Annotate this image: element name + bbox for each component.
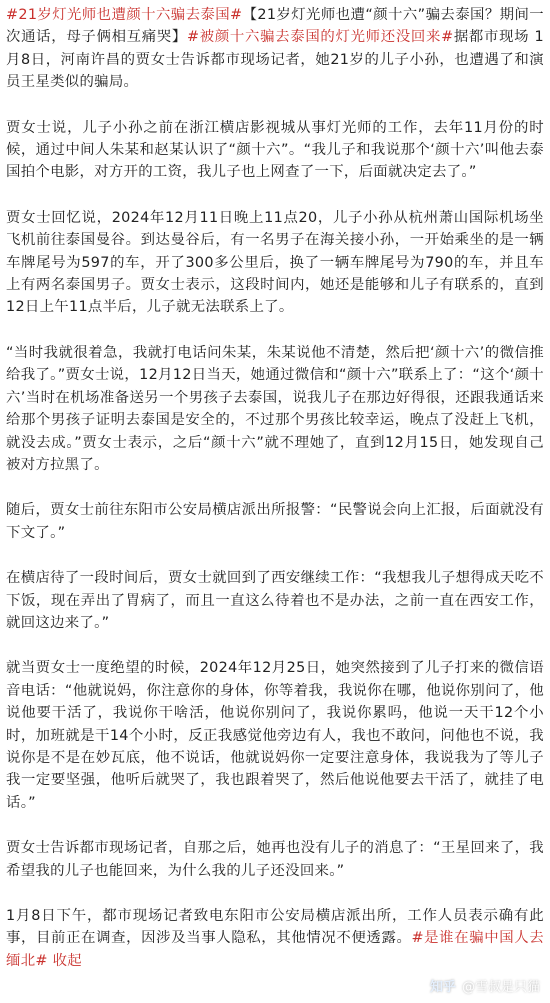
paragraph-6: 在横店待了一段时间后，贾女士就回到了西安继续工作：“我想我儿子想得成天吃不下饭，现在弄出了胃病了，而且一直这么待着也不是办法，之前一直在西安工作，就回这边来了。” [6,570,544,631]
hashtag-link[interactable]: #被颜十六骗去泰国的灯光师还没回来# [187,29,454,46]
hashtag-collapse-link[interactable]: #是谁在骗中国人去缅北# 收起 [6,930,544,969]
watermark-user: @雪叔是只猫 [461,980,540,995]
paragraph-3: 贾女士回忆说，2024年12月11日晚上11点20，儿子小孙从杭州萧山国际机场坐飞机前往泰国曼谷。到达曼谷后，有一名男子在海关接小孙，一开始乘坐的是一辆车牌尾号为597的车，开了300多公里后，换了一辆车牌尾号为790的车，并且车上有两名泰国男子。贾女士表示，这段时间内，她还是能够和儿子有联系的，直到12日上午11点半后，儿子就无法联系上了。 [6,209,544,316]
paragraph-7: 就当贾女士一度绝望的时候，2024年12月25日，她突然接到了儿子打来的微信语音电话：“他就说妈，你注意你的身体，你等着我，我说你在哪，他说你别问了，他说他要干活了，我说你干啥活，他说你别问了，我说你累吗，他说一天干12个小时，加班就是干14个小时，反正我感觉他旁边有人，我也不敢问，问他也不说，我说你是不是在妙瓦底，他不说话，他就说妈你一定要注意身体，我说我为了等儿子我一定要坚强，他听后就哭了，我也跟着哭了，然后他说他要去干活了，就挂了电话。” [6,660,544,811]
paragraph-8: 贾女士告诉都市现场记者，自那之后，她再也没有儿子的消息了：“王星回来了，我希望我的儿子也能回来，为什么我的儿子还没回来。” [6,840,544,879]
paragraph-9 [6,905,544,972]
paragraph-2: 贾女士说，儿子小孙之前在浙江横店影视城从事灯光师的工作，去年11月份的时候，通过中间人朱某和赵某认识了“颜十六”。“我儿子和我说那个‘颜十六’叫他去泰国拍个电影，对方开的工资，我儿子也上网查了一下，后面就决定去了。” [6,119,544,181]
watermark [426,974,544,997]
zhihu-logo: 知乎 [429,980,456,995]
hashtag-link[interactable]: #21岁灯光师也遭颜十六骗去泰国# [6,7,243,23]
paragraph-text: 1月8日下午，都市现场记者致电东阳市公安局横店派出所，工作人员表示确有此事，目前正在调查，因涉及当事人隐私，其他情况不便透露。 [6,908,544,947]
paragraph-1 [6,4,544,94]
paragraph-5: 随后，贾女士前往东阳市公安局横店派出所报警：“民警说会向上汇报，后面就没有下文了。” [6,502,544,541]
paragraph-4: “当时我就很着急，我就打电话问朱某，朱某说他不清楚，然后把‘颜十六’的微信推给我了。”贾女士说，12月12日当天，她通过微信和“颜十六”联系上了：“这个‘颜十六’当时在机场准备送另一个男孩子去泰国，说我儿子在那边好得很，还跟我通话来给那个男孩子证明去泰国是安全的，不过那个男孩比较幸运，晚点了没赶上飞机，就没去成。”贾女士表示，之后“颜十六”就不理她了，直到12月15日，她发现自己被对方拉黑了。 [6,344,544,473]
paragraph-text: 据都市现场 1月8日，河南许昌的贾女士告诉都市现场记者，她21岁的儿子小孙，也遭遇了和演员王星类似的骗局。 [6,29,544,91]
lead-text: 【21岁灯光师也遭“颜十六”骗去泰国？期间一次通话，母子俩相互痛哭】 [6,7,544,46]
